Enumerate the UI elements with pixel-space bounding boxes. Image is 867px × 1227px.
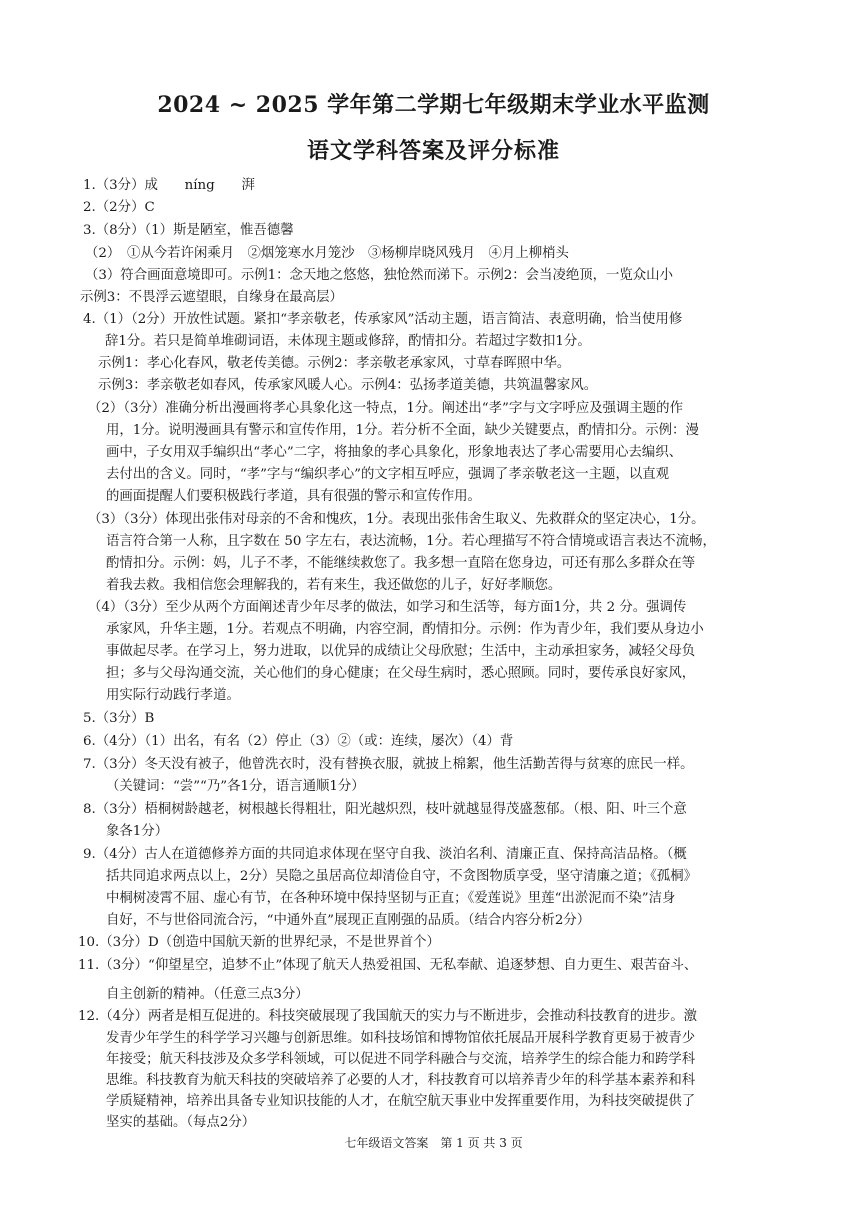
answer-line: （3）符合画面意境即可。示例1：念天地之悠悠，独怆然而涕下。示例2：会当凌绝顶，一览众山小 <box>85 268 673 283</box>
answer-line: 1.（3分）成 níng 湃 <box>83 178 255 193</box>
answer-line: 10.（3分）D（创造中国航天新的世界纪录，不是世界首个） <box>78 935 440 950</box>
answer-line: （2） ①从今若许闲乘月 ②烟笼寒水月笼沙 ③杨柳岸晓风残月 ④月上柳梢头 <box>85 246 569 261</box>
answer-line: 用，1分。说明漫画具有警示和宣传作用，1分。若分析不全面，缺少关键要点，酌情扣分。示例：漫 <box>106 423 699 438</box>
answer-line: 9.（4分）古人在道德修养方面的共同追求体现在坚守自我、淡泊名利、清廉正直、保持高洁品格。（概 <box>83 847 687 862</box>
answer-line: 12.（4分）两者是相互促进的。科技突破展现了我国航天的实力与不断进步，会推动科技教育的进步。激 <box>78 1009 697 1024</box>
answer-line: 象各1分） <box>106 824 169 839</box>
answer-line: 11.（3分）“仰望星空，追梦不止”体现了航天人热爱祖国、无私奉献、追逐梦想、自力更生、艰苦奋斗、 <box>78 958 698 973</box>
answer-line: （3）（3分）体现出张伟对母亲的不舍和愧疚，1分。表现出张伟舍生取义、先救群众的坚定决心，1分。 <box>88 512 705 527</box>
answer-line: 事做起尽孝。在学习上，努力进取，以优异的成绩让父母欣慰；生活中，主动承担家务，减轻父母负 <box>106 644 696 659</box>
answer-line: 中桐树凌霄不屈、虚心有节，在各种环境中保持坚韧与正直；《爱莲说》里莲“出淤泥而不染”洁身 <box>106 891 676 906</box>
answer-line: 示例1：孝心化春风，敬老传美德。示例2：孝亲敬老承家风，寸草春晖照中华。 <box>98 356 571 371</box>
answer-line: 7.（3分）冬天没有被子，他曾洗衣时，没有替换衣服，就披上棉絮，他生活勤苦得与贫寒的庶民一样。 <box>83 757 694 772</box>
answer-line: 6.（4分）（1）出名，有名（2）停止（3）②（或：连续，屡次）（4）背 <box>83 734 514 749</box>
answer-line: 辞1分。若只是简单堆砌词语，未体现主题或修辞，酌情扣分。若超过字数扣1分。 <box>105 334 591 349</box>
answer-line: 3.（8分）（1）斯是陋室，惟吾德馨 <box>83 223 294 238</box>
answer-line: 着我去救。我相信您会理解我的，若有来生，我还做您的儿子，好好孝顺您。 <box>106 578 562 593</box>
answer-line: （关键词：“尝”“乃”各1分，语言通顺1分） <box>106 779 365 794</box>
answer-line: 自主创新的精神。（任意三点3分） <box>106 987 309 1002</box>
answer-line: （2）（3分）准确分析出漫画将孝心具象化这一特点，1分。阐述出“孝”字与文字呼应及强调主题的作 <box>88 401 683 416</box>
document-title: 2024 ~ 2025 学年第二学期七年级期末学业水平监测 <box>157 92 710 118</box>
answer-line: 用实际行动践行孝道。 <box>106 688 240 703</box>
answer-line: 思维。科技教育为航天科技的突破培养了必要的人才，科技教育可以培养青少年的科学基本素养和科 <box>106 1073 696 1088</box>
answer-line: 去付出的含义。同时，“孝”字与“编织孝心”的文字相互呼应，强调了孝亲敬老这一主题，以直观 <box>106 467 670 482</box>
answer-line: 学质疑精神，培养出具备专业知识技能的人才，在航空航天事业中发挥重要作用，为科技突破提供了 <box>106 1094 696 1109</box>
answer-line: 语言符合第一人称，且字数在 50 字左右，表达流畅，1分。若心理描写不符合情境或语言表达不流畅， <box>106 534 716 549</box>
answer-line: 2.（2分）C <box>83 200 155 215</box>
answer-line: 担；多与父母沟通交流，关心他们的身心健康；在父母生病时，悉心照顾。同时，要传承良好家风， <box>106 666 696 681</box>
answer-line: （4）（3分）至少从两个方面阐述青少年尽孝的做法，如学习和生活等，每方面1分，共 2 分。强调传 <box>88 600 687 615</box>
answer-line: 5.（3分）B <box>83 711 155 726</box>
answer-line: 承家风，升华主题，1分。若观点不明确，内容空洞，酌情扣分。示例：作为青少年，我们要从身边小 <box>106 622 704 637</box>
answer-line: 发青少年学生的科学学习兴趣与创新思维。如科技场馆和博物馆依托展品开展科学教育更易于被青少 <box>106 1031 696 1046</box>
answer-line: 的画面提醒人们要积极践行孝道，具有很强的警示和宣传作用。 <box>106 489 481 504</box>
answer-line: 示例3：孝亲敬老如春风，传承家风暖人心。示例4：弘扬孝道美德，共筑温馨家风。 <box>98 378 598 393</box>
answer-line: 酌情扣分。示例：妈，儿子不孝，不能继续救您了。我多想一直陪在您身边，可还有那么多群众在等 <box>106 556 696 571</box>
answer-line: 4.（1）（2分）开放性试题。紧扣“孝亲敬老，传承家风”活动主题，语言简洁、表意明确，恰当使用修 <box>83 312 683 327</box>
answer-line: 8.（3分）梧桐树龄越老，树根越长得粗壮，阳光越炽烈，枝叶就越显得茂盛葱郁。（根、阳、叶三个意 <box>83 802 687 817</box>
document-subtitle: 语文学科答案及评分标准 <box>306 138 560 164</box>
answer-line: 自好，不与世俗同流合污，“中通外直”展现正直刚强的品质。（结合内容分析2分） <box>106 913 591 928</box>
answer-line: 画中，子女用双手编织出“孝心”二字，将抽象的孝心具象化，形象地表达了孝心需要用心去编织、 <box>106 445 683 460</box>
answer-line: 括共同追求两点以上，2分）吴隐之虽居高位却清俭自守，不贪图物质享受，坚守清廉之道；《孤桐》 <box>106 869 698 884</box>
answer-line: 年接受；航天科技涉及众多学科领域，可以促进不同学科融合与交流，培养学生的综合能力和跨学科 <box>106 1052 696 1067</box>
answer-line: 示例3：不畏浮云遮望眼，自缘身在最高层） <box>80 290 343 305</box>
answer-line: 坚实的基础。（每点2分） <box>106 1115 256 1130</box>
page-footer: 七年级语文答案 第 1 页 共 3 页 <box>344 1136 523 1150</box>
